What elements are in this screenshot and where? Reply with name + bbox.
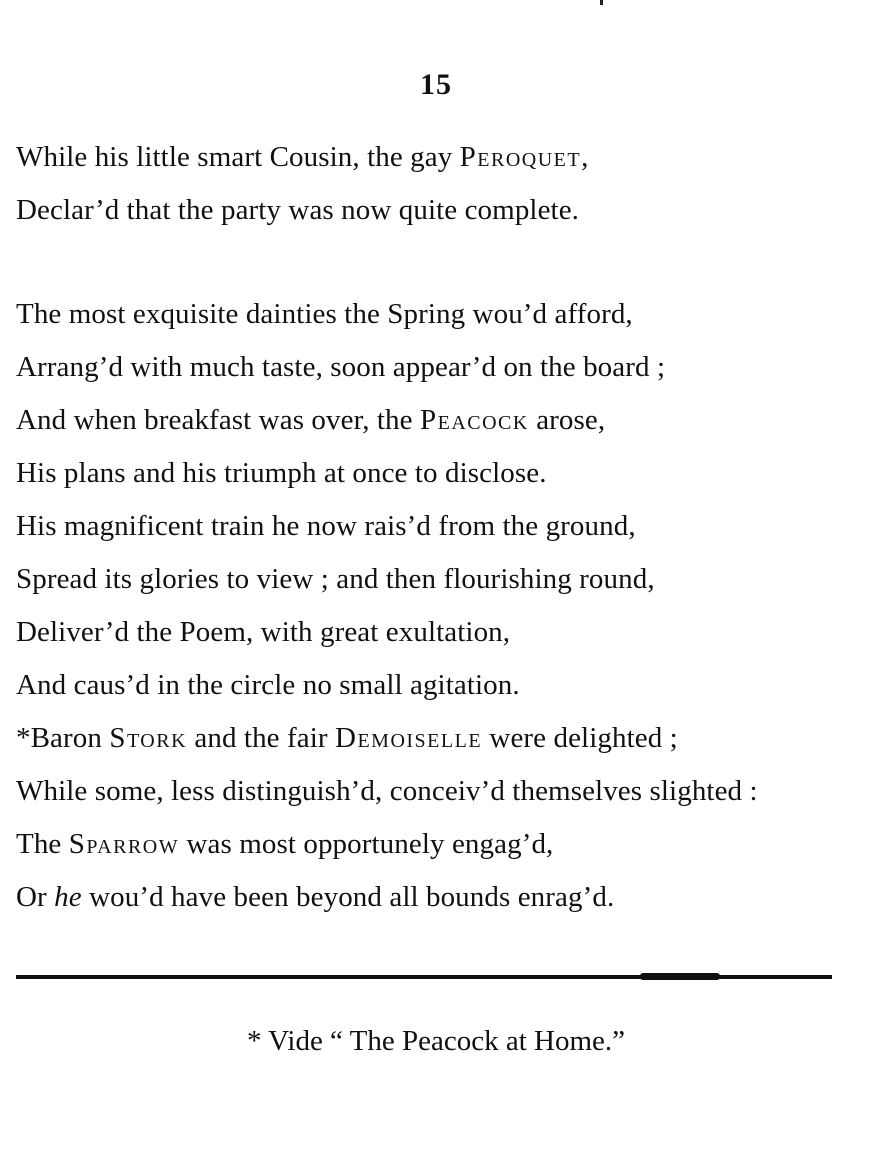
verse-text: His plans and his triumph at once to disclose.	[16, 457, 547, 489]
stanza-1	[16, 137, 866, 243]
footnote: * Vide “ The Peacock at Home.”	[246, 1025, 626, 1057]
verse-text: While some, less distinguish’d, conceiv’d themselves slighted :	[16, 775, 758, 807]
verse-line	[16, 347, 866, 400]
verse-text: His magnificent train he now rais’d from the ground,	[16, 510, 636, 542]
verse-text: While his little smart Cousin, the gay	[16, 141, 460, 173]
verse-text: Or	[16, 881, 55, 913]
verse-line	[16, 559, 866, 612]
verse-text: Spread its glories to view ; and then flourishing round,	[16, 563, 655, 595]
verse-text: arose,	[528, 404, 606, 436]
verse-text: wou’d have been beyond all bounds enrag’d.	[81, 881, 615, 913]
verse-line	[16, 824, 866, 877]
verse-line	[16, 877, 866, 930]
verse-line	[16, 453, 866, 506]
page-number: 15	[420, 68, 452, 101]
verse-text: And caus’d in the circle no small agitation.	[16, 669, 520, 701]
footnote-divider-ornament	[640, 973, 720, 980]
verse-line	[16, 137, 866, 190]
character-name: Peacock	[419, 404, 529, 436]
verse-line	[16, 400, 866, 453]
verse-text: Declar’d that the party was now quite complete.	[16, 194, 580, 226]
verse-text: Deliver’d the Poem, with great exultation,	[16, 616, 511, 648]
verse-text: The most exquisite dainties the Spring wou’d afford,	[16, 298, 633, 330]
character-name: Stork	[109, 722, 188, 754]
emphasis-text: he	[54, 881, 82, 913]
page-edge-mark	[600, 0, 603, 5]
character-name: Demoiselle	[335, 722, 483, 754]
verse-text: ,	[581, 141, 589, 173]
verse-line	[16, 612, 866, 665]
verse-line	[16, 190, 866, 243]
verse-text: Arrang’d with much taste, soon appear’d on the board ;	[16, 351, 666, 383]
verse-line	[16, 718, 866, 771]
stanza-2	[16, 294, 866, 930]
verse-text: was most opportunely engag’d,	[179, 828, 554, 860]
verse-line	[16, 506, 866, 559]
character-name: Peroquet	[459, 141, 582, 173]
verse-line	[16, 665, 866, 718]
character-name: Sparrow	[68, 828, 180, 860]
verse-line	[16, 771, 866, 824]
verse-text: were delighted ;	[482, 722, 678, 754]
verse-text: The	[16, 828, 69, 860]
verse-text: *Baron	[16, 722, 110, 754]
verse-text: And when breakfast was over, the	[16, 404, 420, 436]
verse-text: and the fair	[187, 722, 335, 754]
verse-line	[16, 294, 866, 347]
